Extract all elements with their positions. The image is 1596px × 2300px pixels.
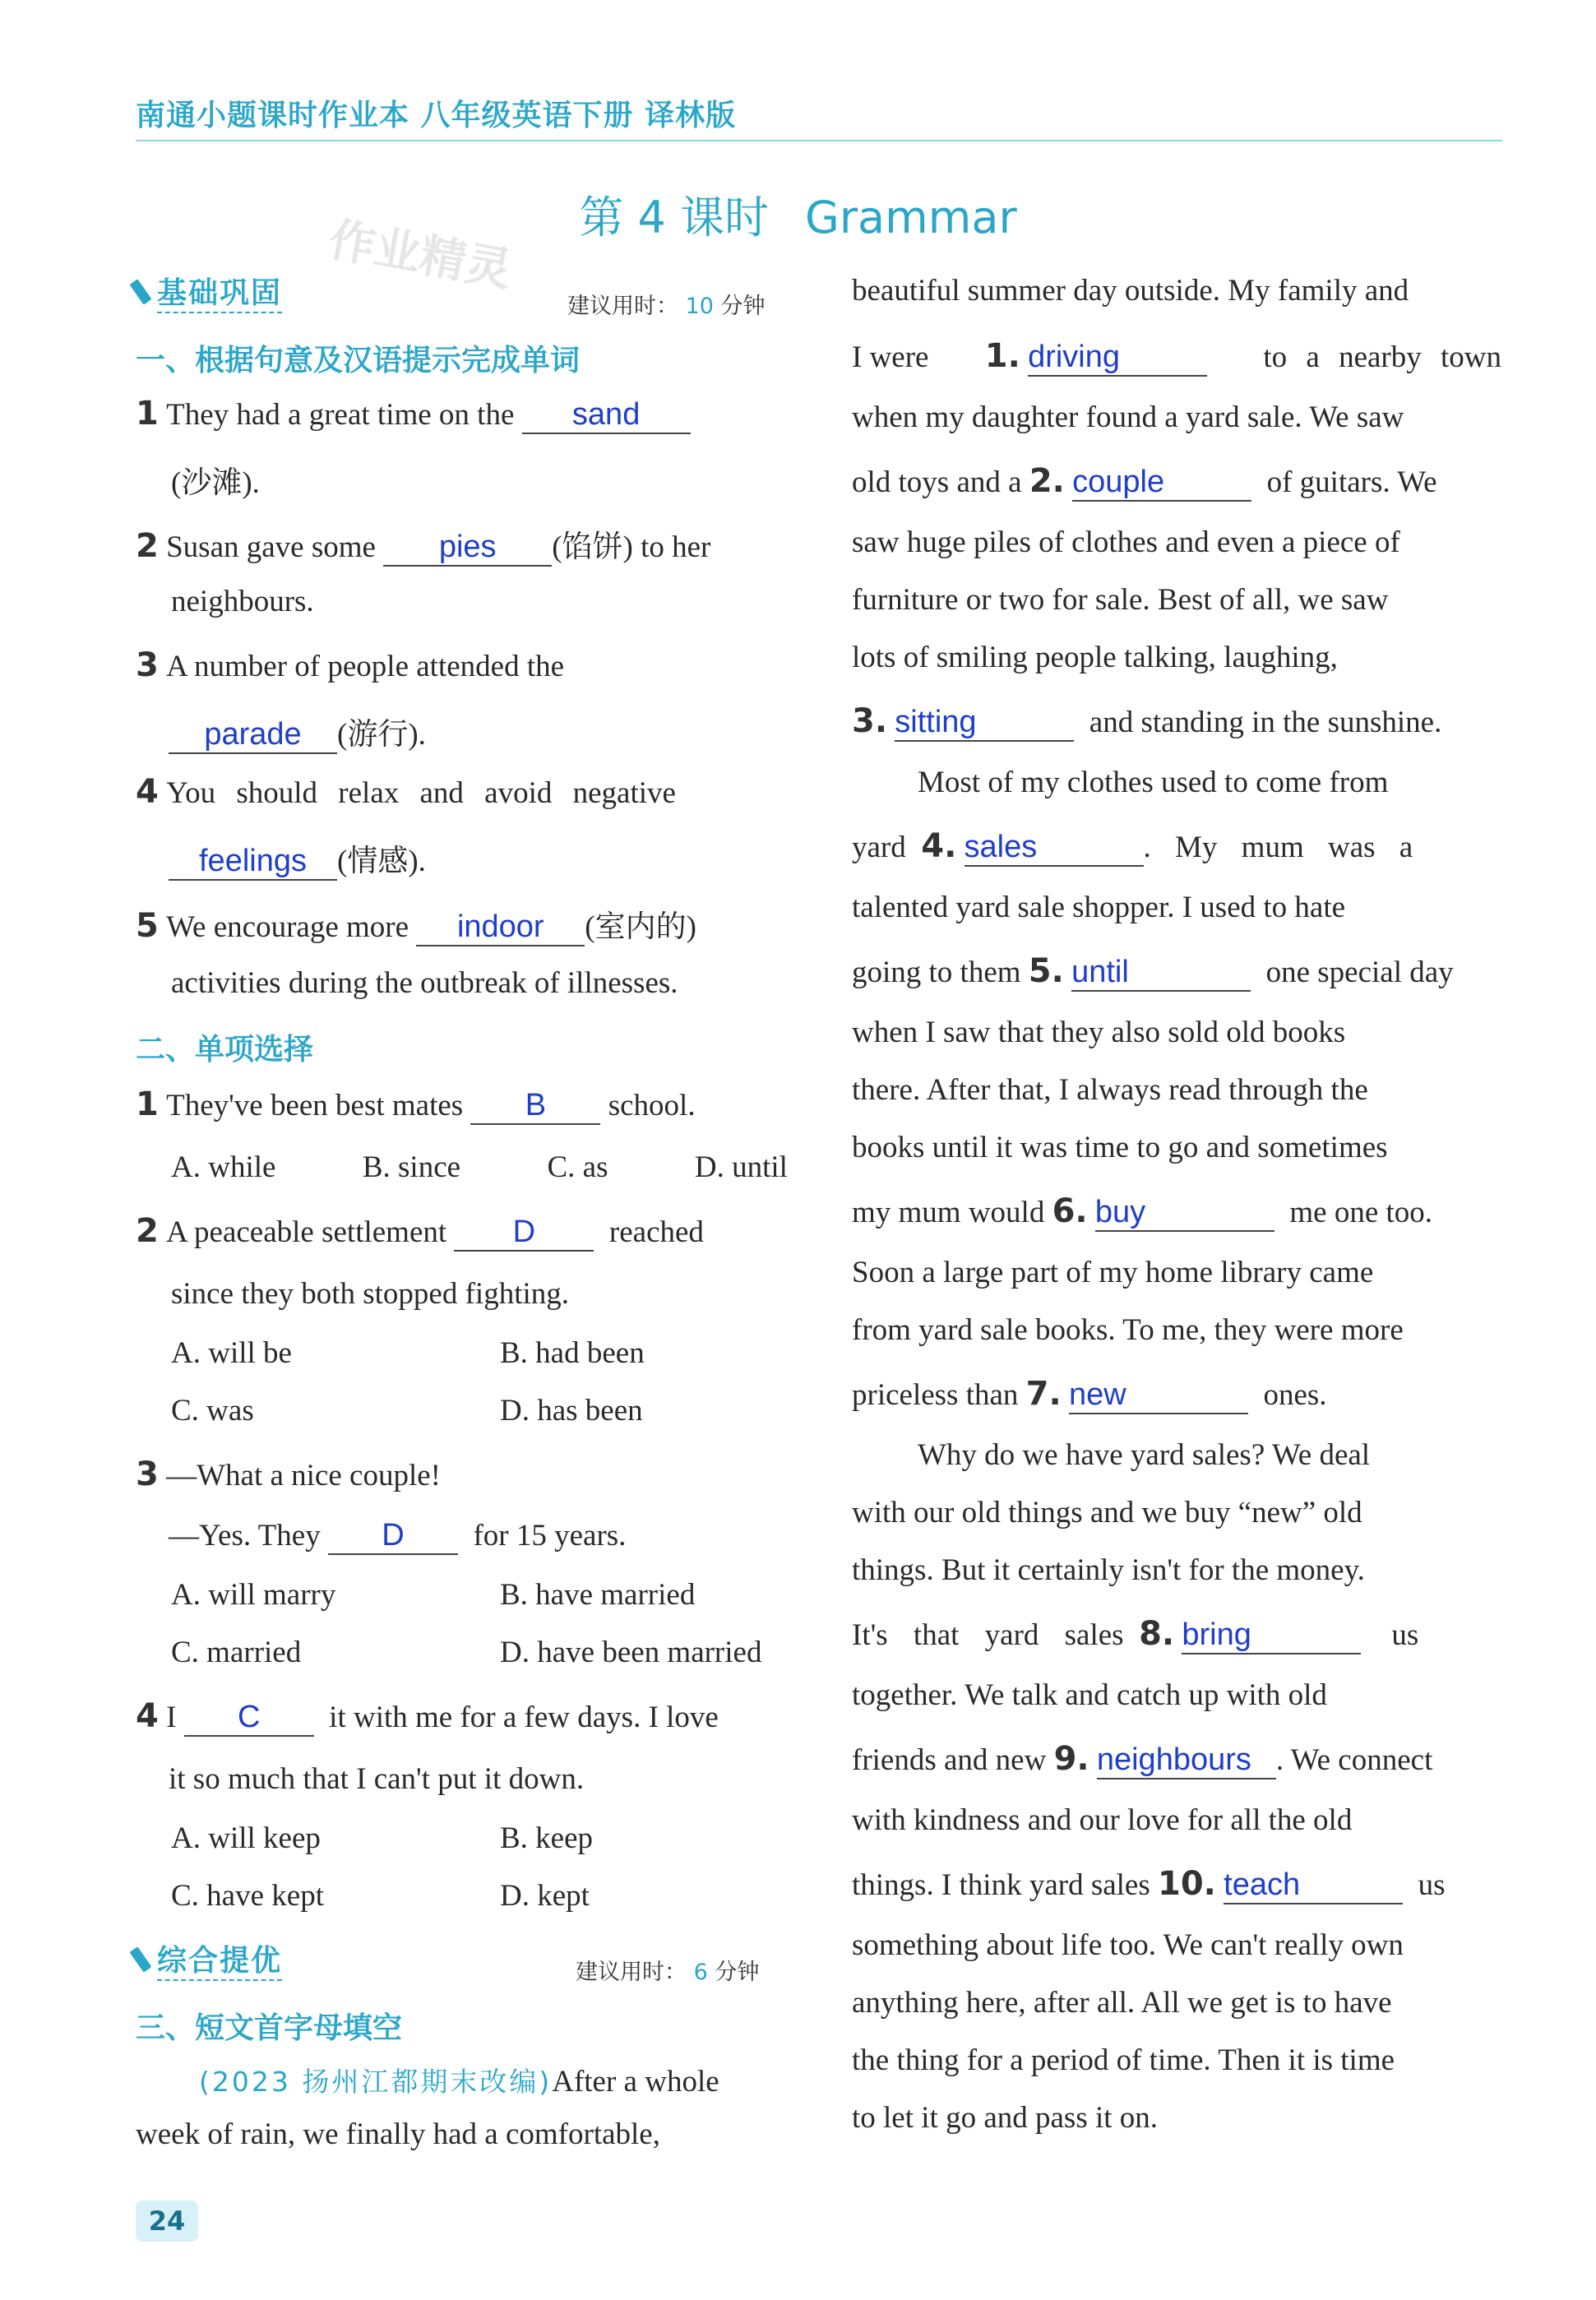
passage-line: when I saw that they also sold old books xyxy=(852,1016,1346,1049)
passage-line: with our old things and we buy “new” old xyxy=(852,1496,1362,1529)
fill-question-1: 1 They had a great time on the sand xyxy=(136,395,691,434)
option-a[interactable]: A. while xyxy=(171,1150,276,1184)
answer-blank[interactable]: C xyxy=(184,1701,314,1737)
passage-line: old toys and a 2. couple of guitars. We xyxy=(852,462,1437,500)
answer-blank[interactable]: sand xyxy=(522,398,691,434)
passage-line: talented yard sale shopper. I used to hate xyxy=(852,891,1346,924)
blank-5[interactable]: until xyxy=(1071,956,1251,992)
choice-options-1 xyxy=(171,1150,788,1185)
choice-question-2: 2 A peaceable settlement D reached xyxy=(136,1212,704,1250)
fill-question-5-cont: activities during the outbreak of illnesses. xyxy=(171,966,678,1000)
option-b[interactable]: B. had been xyxy=(500,1336,645,1370)
blank-8[interactable]: bring xyxy=(1182,1618,1361,1654)
blank-6[interactable]: buy xyxy=(1095,1196,1274,1232)
passage-line: things. But it certainly isn't for the money. xyxy=(852,1553,1365,1587)
choice-question-3-cont: —Yes. They D for 15 years. xyxy=(169,1518,626,1555)
answer-blank[interactable]: feelings xyxy=(169,845,337,881)
answer-blank[interactable]: indoor xyxy=(416,910,585,946)
passage-line: priceless than 7. new ones. xyxy=(852,1375,1327,1413)
passage-line: from yard sale books. To me, they were more xyxy=(852,1313,1404,1347)
blank-3[interactable]: sitting xyxy=(895,706,1074,742)
passage-line: together. We talk and catch up with old xyxy=(852,1678,1327,1712)
lesson-number: 第 4 课时 xyxy=(579,192,770,243)
pen-icon xyxy=(129,279,151,304)
passage-intro-1: (2023 扬州江都期末改编)After a whole xyxy=(199,2065,719,2099)
section-tag-advanced: 综合提优 xyxy=(136,1937,282,1979)
option-b[interactable]: B. since xyxy=(362,1150,461,1184)
fill-question-5: 5 We encourage more indoor (室内的) xyxy=(136,907,696,945)
passage-line: Most of my clothes used to come from xyxy=(918,766,1389,799)
passage-line: saw huge piles of clothes and even a piece of xyxy=(852,525,1400,559)
section-tag-basic: 基础巩固 xyxy=(136,270,282,312)
lesson-title xyxy=(0,183,1596,246)
header-title: 南通小题课时作业本 八年级英语下册 译林版 xyxy=(136,99,737,132)
passage-line: I were 1. driving to a nearby town xyxy=(852,337,1501,375)
answer-blank[interactable]: D xyxy=(328,1519,458,1555)
option-a[interactable]: A. will be xyxy=(171,1336,292,1370)
blank-1[interactable]: driving xyxy=(1028,340,1207,377)
passage-line: Why do we have yard sales? We deal xyxy=(918,1438,1371,1472)
passage-line: to let it go and pass it on. xyxy=(852,2101,1159,2135)
option-d[interactable]: D. has been xyxy=(500,1394,643,1428)
answer-blank[interactable]: parade xyxy=(169,718,337,754)
option-c[interactable]: C. was xyxy=(171,1394,254,1428)
suggested-time-2: 建议用时： 6 分钟 xyxy=(576,1960,760,1985)
option-d[interactable]: D. kept xyxy=(500,1879,590,1913)
passage-intro-2: week of rain, we finally had a comfortable, xyxy=(136,2117,660,2151)
passage-line: something about life too. We can't really own xyxy=(852,1928,1404,1962)
option-d[interactable]: D. until xyxy=(694,1150,788,1184)
fill-question-3: 3 A number of people attended the xyxy=(136,646,565,684)
lesson-subtitle: Grammar xyxy=(805,192,1017,243)
passage-line: books until it was time to go and sometimes xyxy=(852,1131,1388,1164)
watermark: 作业精灵 xyxy=(325,212,516,298)
passage-line: 3. sitting and standing in the sunshine. xyxy=(852,702,1442,740)
passage-line: when my daughter found a yard sale. We saw xyxy=(852,400,1404,434)
choice-question-4-cont: it so much that I can't put it down. xyxy=(169,1762,585,1796)
passage-line: things. I think yard sales 10. teach us xyxy=(852,1865,1446,1903)
choice-question-4: 4 I C it with me for a few days. I love xyxy=(136,1697,719,1735)
passage-line: Soon a large part of my home library came xyxy=(852,1256,1374,1289)
passage-line: yard 4. sales . My mum was a xyxy=(852,827,1413,865)
choice-question-1: 1 They've been best mates B school. xyxy=(136,1085,696,1123)
option-a[interactable]: A. will keep xyxy=(171,1821,321,1855)
fill-question-2-cont: neighbours. xyxy=(171,585,314,618)
fill-question-4: 4 You should relax and avoid negative xyxy=(136,773,676,811)
blank-2[interactable]: couple xyxy=(1072,465,1251,502)
passage-line: It's that yard sales 8. bring us xyxy=(852,1615,1419,1653)
choice-question-3: 3 —What a nice couple! xyxy=(136,1455,441,1493)
section-2-title: 二、单项选择 xyxy=(136,1033,314,1067)
option-a[interactable]: A. will marry xyxy=(171,1578,336,1612)
pen-icon xyxy=(129,1946,151,1972)
answer-blank[interactable]: pies xyxy=(383,530,552,567)
blank-4[interactable]: sales xyxy=(965,831,1144,867)
page-number: 24 xyxy=(136,2201,198,2242)
passage-line: with kindness and our love for all the old xyxy=(852,1803,1353,1837)
suggested-time-1: 建议用时： 10 分钟 xyxy=(567,294,766,319)
fill-question-3-cont: parade (游行). xyxy=(169,709,426,754)
option-b[interactable]: B. have married xyxy=(500,1578,696,1612)
header-divider xyxy=(136,140,1502,141)
passage-line: furniture or two for sale. Best of all, we saw xyxy=(852,583,1389,617)
fill-question-4-cont: feelings (情感). xyxy=(169,835,426,881)
section-3-title: 三、短文首字母填空 xyxy=(136,2011,403,2045)
blank-7[interactable]: new xyxy=(1069,1378,1248,1414)
passage-line: friends and new 9. neighbours . We connect xyxy=(852,1740,1433,1778)
passage-line: beautiful summer day outside. My family and xyxy=(852,274,1409,308)
passage-line: anything here, after all. All we get is to have xyxy=(852,1986,1392,2020)
section-1-title: 一、根据句意及汉语提示完成单词 xyxy=(136,344,581,377)
passage-line: going to them 5. until one special day xyxy=(852,952,1454,990)
fill-question-2: 2 Susan gave some pies (馅饼) to her xyxy=(136,527,711,565)
blank-9[interactable]: neighbours xyxy=(1097,1743,1276,1779)
passage-line: lots of smiling people talking, laughing, xyxy=(852,641,1338,674)
option-d[interactable]: D. have been married xyxy=(500,1636,762,1669)
answer-blank[interactable]: B xyxy=(470,1089,600,1125)
option-b[interactable]: B. keep xyxy=(500,1821,594,1855)
option-c[interactable]: C. have kept xyxy=(171,1879,324,1913)
blank-10[interactable]: teach xyxy=(1224,1868,1403,1904)
answer-blank[interactable]: D xyxy=(454,1215,594,1252)
passage-line: the thing for a period of time. Then it is time xyxy=(852,2043,1395,2077)
choice-question-2-cont: since they both stopped fighting. xyxy=(171,1277,570,1311)
option-c[interactable]: C. married xyxy=(171,1636,302,1669)
passage-line: my mum would 6. buy me one too. xyxy=(852,1192,1433,1230)
option-c[interactable]: C. as xyxy=(547,1150,608,1184)
passage-line: there. After that, I always read through the xyxy=(852,1073,1368,1107)
source-note: (2023 扬州江都期末改编) xyxy=(199,2066,553,2098)
fill-question-1-hint: (沙滩). xyxy=(171,466,260,500)
